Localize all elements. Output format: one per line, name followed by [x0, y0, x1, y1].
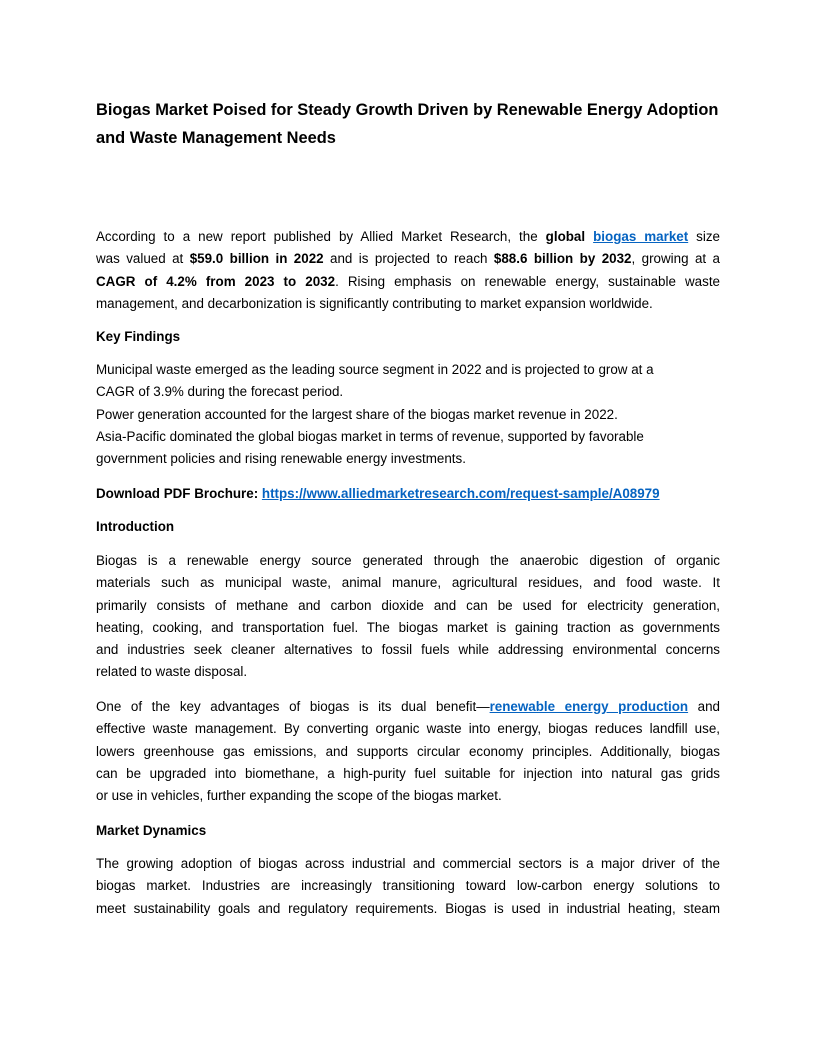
- hyperlink[interactable]: renewable energy production: [489, 699, 689, 714]
- text-line: [96, 448, 720, 470]
- text: size: [688, 229, 720, 244]
- text: or use in vehicles, further expanding the scope of the biogas market.: [96, 788, 502, 804]
- text-line: [96, 516, 720, 538]
- market-dynamics-heading: [96, 820, 720, 842]
- text: effective waste management. By converting organic waste into energy, biogas reduces landfill use,: [96, 721, 720, 737]
- text-line: [96, 696, 720, 718]
- text: Municipal waste emerged as the leading source segment in 2022 and is projected to grow at a: [96, 362, 654, 377]
- text-line: [96, 898, 720, 920]
- text: [585, 229, 593, 244]
- text-line: [96, 359, 720, 381]
- text-line: [96, 595, 720, 617]
- hyperlink[interactable]: biogas market: [593, 229, 689, 244]
- text: Key Findings: [96, 329, 181, 344]
- text-line: [96, 820, 720, 842]
- text-line: [96, 381, 720, 403]
- intro-paragraph: [96, 226, 720, 315]
- text: . Rising emphasis on renewable energy, sustainable waste: [335, 273, 720, 289]
- text: and industries seek cleaner alternatives to fossil fuels while addressing environmental concerns: [96, 642, 720, 658]
- text: , growing at a: [631, 251, 720, 267]
- text: government policies and rising renewable energy investments.: [96, 451, 466, 467]
- text: management, and decarbonization is significantly contributing to market expansion worldwide.: [96, 295, 653, 311]
- text: primarily consists of methane and carbon dioxide and can be used for electricity generation,: [96, 597, 720, 613]
- bold-text: global: [545, 229, 586, 244]
- text: heating, cooking, and transportation fuel. The biogas market is gaining traction as governments: [96, 619, 720, 635]
- text-line: [96, 550, 720, 572]
- bold-text: $88.6 billion by 2032: [493, 251, 632, 267]
- text: related to waste disposal.: [96, 664, 248, 680]
- text: can be upgraded into biomethane, a high-purity fuel suitable for injection into natural gas grids: [96, 765, 720, 781]
- text-line: [96, 572, 720, 594]
- key-findings-heading: [96, 326, 720, 348]
- text: Power generation accounted for the largest share of the biogas market revenue in 2022.: [96, 406, 618, 422]
- advantages-paragraph: [96, 696, 720, 807]
- bold-text: Download PDF Brochure:: [96, 486, 262, 501]
- text: materials such as municipal waste, animal manure, agricultural residues, and food waste. It: [96, 575, 720, 591]
- text-line: [96, 718, 720, 740]
- title-line: Biogas Market Poised for Steady Growth Driven by Renewable Energy Adoption: [96, 101, 719, 119]
- hyperlink[interactable]: https://www.alliedmarketresearch.com/request-sample/A08979: [261, 486, 660, 501]
- bold-text: $59.0 billion in 2022: [189, 251, 324, 267]
- document-title: [96, 96, 726, 152]
- text: biogas market. Industries are increasingly transitioning toward low-carbon energy solutions to: [96, 878, 720, 894]
- text-line: [96, 741, 720, 763]
- text-line: [96, 785, 720, 807]
- bold-text: CAGR of 4.2% from 2023 to 2032: [96, 273, 336, 289]
- text: and is projected to reach: [323, 251, 494, 267]
- text: CAGR of 3.9% during the forecast period.: [96, 384, 344, 400]
- text-line: [96, 875, 720, 897]
- key-findings-list: [96, 359, 720, 470]
- text: lowers greenhouse gas emissions, and supports circular economy principles. Additionally, biogas: [96, 743, 720, 759]
- text: and: [688, 699, 720, 714]
- text: According to a new report published by Allied Market Research, the: [96, 229, 546, 244]
- text-line: [96, 763, 720, 785]
- text-line: [96, 271, 720, 293]
- market-dynamics-paragraph: [96, 853, 720, 920]
- text-line: [96, 293, 720, 315]
- download-brochure: [96, 483, 720, 505]
- text-line: [96, 639, 720, 661]
- text-line: [96, 661, 720, 683]
- text-line: [96, 853, 720, 875]
- text-line: [96, 226, 720, 248]
- text-line: [96, 426, 720, 448]
- text-line: [96, 404, 720, 426]
- text-line: [96, 617, 720, 639]
- text: The growing adoption of biogas across industrial and commercial sectors is a major driver of the: [96, 856, 720, 871]
- text-line: [96, 483, 720, 505]
- introduction-paragraph: [96, 550, 720, 684]
- text: One of the key advantages of biogas is its dual benefit—: [96, 699, 490, 714]
- text: Asia-Pacific dominated the global biogas market in terms of revenue, supported by favorable: [96, 428, 644, 444]
- text: Biogas is a renewable energy source generated through the anaerobic digestion of organic: [96, 553, 720, 568]
- text: meet sustainability goals and regulatory requirements. Biogas is used in industrial heating, steam: [96, 900, 720, 916]
- text-line: [96, 248, 720, 270]
- text: was valued at: [96, 251, 190, 267]
- text: Market Dynamics: [96, 823, 207, 838]
- text-line: [96, 326, 720, 348]
- introduction-heading: [96, 516, 720, 538]
- title-line: and Waste Management Needs: [96, 129, 336, 147]
- text: Introduction: [96, 519, 175, 534]
